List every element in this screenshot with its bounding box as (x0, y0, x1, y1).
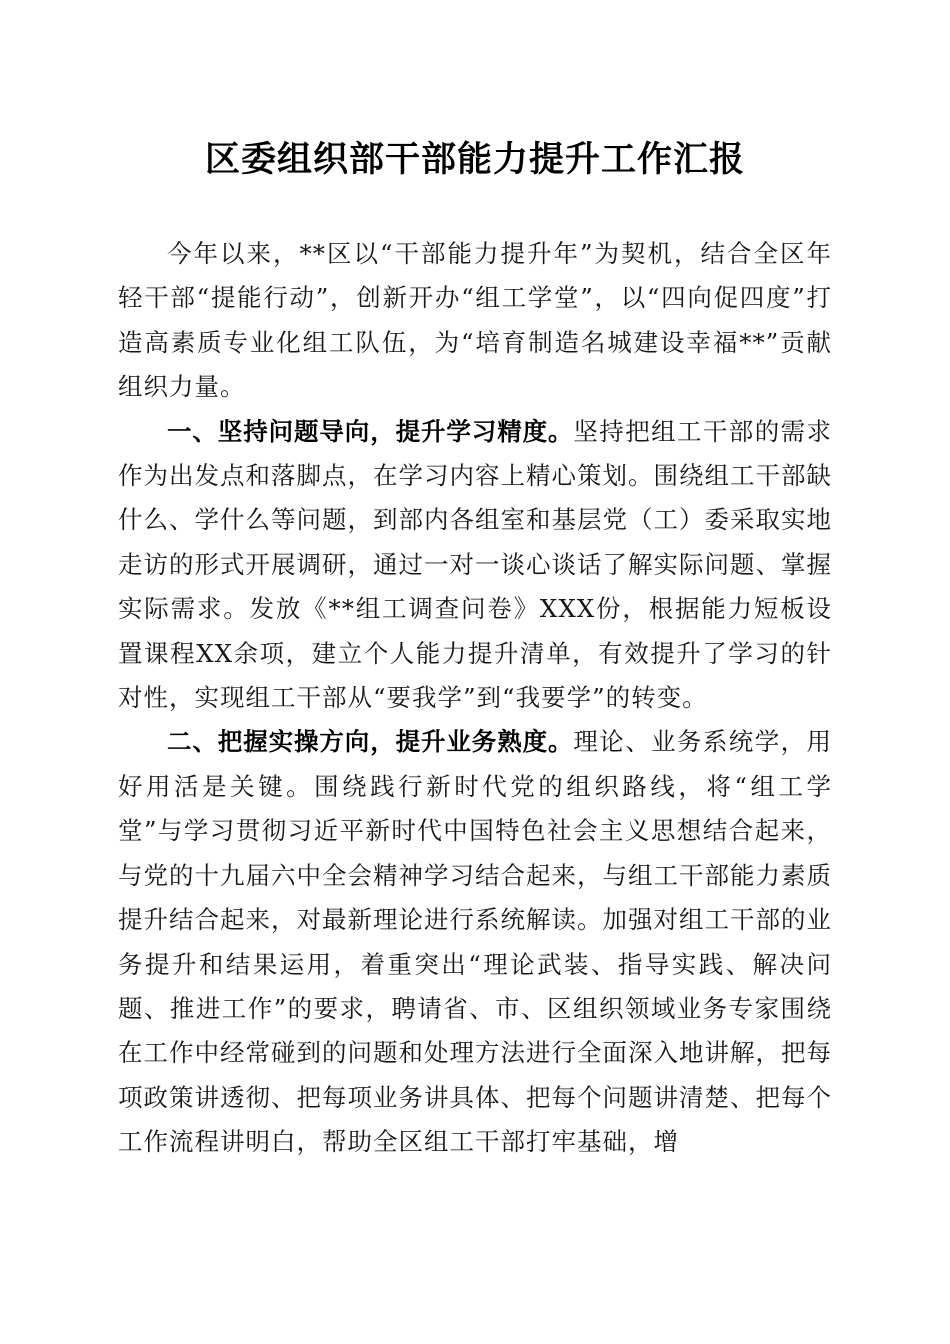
intro-paragraph: 今年以来，**区以“干部能力提升年”为契机，结合全区年轻干部“提能行动”，创新开办“组工学堂”，以“四向促四度”打造高素质专业化组工队伍，为“培育制造名城建设幸福**”贡献组织力量。 (118, 239, 832, 402)
section-2-paragraph (118, 720, 832, 1164)
section-2-heading: 二、把握实操方向，提升业务熟度。 (167, 727, 574, 757)
document-title: 区委组织部干部能力提升工作汇报 (204, 139, 745, 180)
section-1-heading: 一、坚持问题导向，提升学习精度。 (167, 416, 574, 446)
section-2-text: 理论、业务系统学，用好用活是关键。围绕践行新时代党的组织路线，将“组工学堂”与学习贯彻习近平新时代中国特色社会主义思想结合起来，与党的十九届六中全会精神学习结合起来，与组工干部能力素质提升结合起来，对最新理论进行系统解读。加强对组工干部的业务提升和结果运用，着重突出“理论武装、指导实践、解决问题、推进工作”的要求，聘请省、市、区组织领域业务专家围绕在工作中经常碰到的问题和处理方法进行全面深入地讲解，把每项政策讲透彻、把每项业务讲具体、把每个问题讲清楚、把每个工作流程讲明白，帮助全区组工干部打牢基础，增 (118, 727, 833, 1157)
document-body (118, 232, 832, 1165)
section-1-text: 坚持把组工干部的需求作为出发点和落脚点，在学习内容上精心策划。围绕组工干部缺什么、学什么等问题，到部内各组室和基层党（工）委采取实地走访的形式开展调研，通过一对一谈心谈话了解实际问题、掌握实际需求。发放《**组工调查问卷》XXX份，根据能力短板设置课程XX余项，建立个人能力提升清单，有效提升了学习的针对性，实现组工干部从“要我学”到“我要学”的转变。 (118, 416, 833, 713)
section-1-paragraph (118, 410, 832, 721)
